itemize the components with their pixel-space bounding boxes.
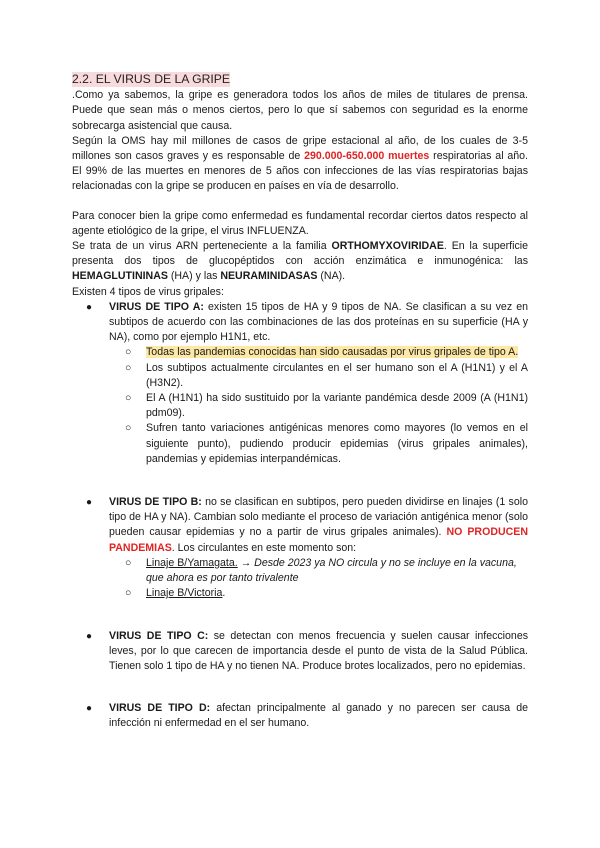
sub-list-item <box>109 556 528 586</box>
type-c-label: VIRUS DE TIPO C: <box>109 629 209 642</box>
type-b-text: no se clasifican en subtipos, pero pueden dividirse en linajes (1 solo tipo de HA y NA). Cambian solo mediante el proceso de variación antigénica menor (solo pueden causar epidemias y no a partir de virus gripales animales). <box>109 496 528 539</box>
section-heading: 2.2. EL VIRUS DE LA GRIPE <box>72 72 231 86</box>
h1n1-note: El A (H1N1) ha sido sustituido por la variante pandémica desde 2009 (A (H1N1) pdm09). <box>146 392 528 420</box>
circle-bullet-icon: ○ <box>125 361 132 374</box>
sub-list-item <box>109 391 528 421</box>
type-c-text: se detectan con menos frecuencia y suelen causar infecciones leves, por lo que carecen de importancia desde el punto de vista de la Salud Pública. Tienen solo 1 tipo de HA y no tienen NA. Produce brotes localizados, pero no epidemias. <box>109 629 529 672</box>
type-d-label: VIRUS DE TIPO D: <box>109 702 211 715</box>
sub-list-item <box>109 586 528 601</box>
family-text-c: (HA) y las <box>167 270 221 283</box>
sub-list-item <box>109 345 528 360</box>
family-text-d: (NA). <box>317 270 346 283</box>
sub-list-item <box>109 361 528 391</box>
who-paragraph <box>72 134 528 195</box>
who-text-end: respiratorias al año. El 99% de las muertes en menores de 5 años con infecciones de las vías respiratorias bajas relacionadas con la gripe se producen en países en vía de desarrollo. <box>72 150 529 193</box>
document-content <box>72 72 528 732</box>
circle-bullet-icon: ○ <box>125 422 132 435</box>
circle-bullet-icon: ○ <box>125 346 132 359</box>
bullet-icon: ● <box>86 630 93 642</box>
circle-bullet-icon: ○ <box>125 587 132 600</box>
virus-family-paragraph <box>72 239 528 285</box>
bullet-icon: ● <box>86 497 93 509</box>
deaths-figure: 290.000-650.000 muertes <box>304 150 430 163</box>
variation-note: Sufren tanto variaciones antigénicas menores como mayores (lo vemos en el siguiente punto), pudiendo producir epidemias (virus gripales animales), pandemias y epidemias interpandémicas. <box>146 422 528 465</box>
type-b-text2: . Los circulantes en este momento son: <box>171 541 357 554</box>
etiology-paragraph: Para conocer bien la gripe como enfermedad es fundamental recordar ciertos datos respecto al agente etiológico de la gripe, el virus INFLUENZA. <box>72 209 528 237</box>
victoria-lineage-link[interactable]: Linaje B/Victoria <box>146 587 223 600</box>
type-b-label: VIRUS DE TIPO B: <box>109 496 202 509</box>
family-text-b: . En la superficie presenta dos tipos de glucopéptidos con acción enzimática e inmunogénica: las <box>72 240 528 268</box>
circle-bullet-icon: ○ <box>125 392 132 405</box>
type-b-sublist <box>109 556 528 602</box>
yamagata-note: → Desde 2023 ya NO circula y no se incluye en la vacuna, que ahora es por tanto trivalente <box>146 556 517 585</box>
type-a-text: existen 15 tipos de HA y 9 tipos de NA. Se clasifican a su vez en subtipos de acuerdo con las combinaciones de las dos proteínas en su superficie (HA y NA), como por ejemplo H1N1, etc. <box>109 300 528 344</box>
bullet-icon: ● <box>86 301 93 313</box>
no-pandemics-warning: NO PRODUCEN PANDEMIAS <box>109 526 528 554</box>
sub-list-item <box>109 421 528 467</box>
type-a-sublist <box>109 345 528 467</box>
who-text-start: Según la OMS hay mil millones de casos de gripe estacional al año, de los cuales de 3-5 millones son casos graves y es responsable de <box>72 134 528 163</box>
list-item-type-a <box>72 300 528 467</box>
bullet-icon: ● <box>86 703 93 715</box>
intro-paragraph: .Como ya sabemos, la gripe es generadora todos los años de miles de titulares de prensa. Puede que sean más o menos ciertos, pero lo que sí sabemos con seguridad es la enorme sobrecarga asistencial que causa. <box>72 89 528 132</box>
family-text-a: Se trata de un virus ARN perteneciente a la familia <box>72 240 332 253</box>
types-intro: Existen 4 tipos de virus gripales: <box>72 285 224 298</box>
yamagata-lineage-link[interactable]: Linaje B/Yamagata. <box>146 556 238 569</box>
type-d-text: afectan principalmente al ganado y no parecen ser causa de infección ni enfermedad en el ser humano. <box>109 702 528 730</box>
highlighted-pandemic-note: Todas las pandemias conocidas han sido causadas por virus gripales de tipo A. <box>146 346 519 359</box>
hemagglutinin-term: HEMAGLUTININAS <box>72 270 168 283</box>
neuraminidase-term: NEURAMINIDASAS <box>220 270 318 283</box>
type-a-label: VIRUS DE TIPO A: <box>109 300 204 313</box>
circle-bullet-icon: ○ <box>125 556 132 569</box>
list-item-type-b <box>72 495 528 601</box>
list-item-type-d <box>72 701 528 731</box>
virus-types-list <box>72 300 528 732</box>
family-name: ORTHOMYXOVIRIDAE <box>331 240 444 253</box>
victoria-period: . <box>222 587 226 600</box>
subtypes-note: Los subtipos actualmente circulantes en el ser humano son el A (H1N1) y el A (H3N2). <box>146 361 528 389</box>
list-item-type-c <box>72 629 528 675</box>
